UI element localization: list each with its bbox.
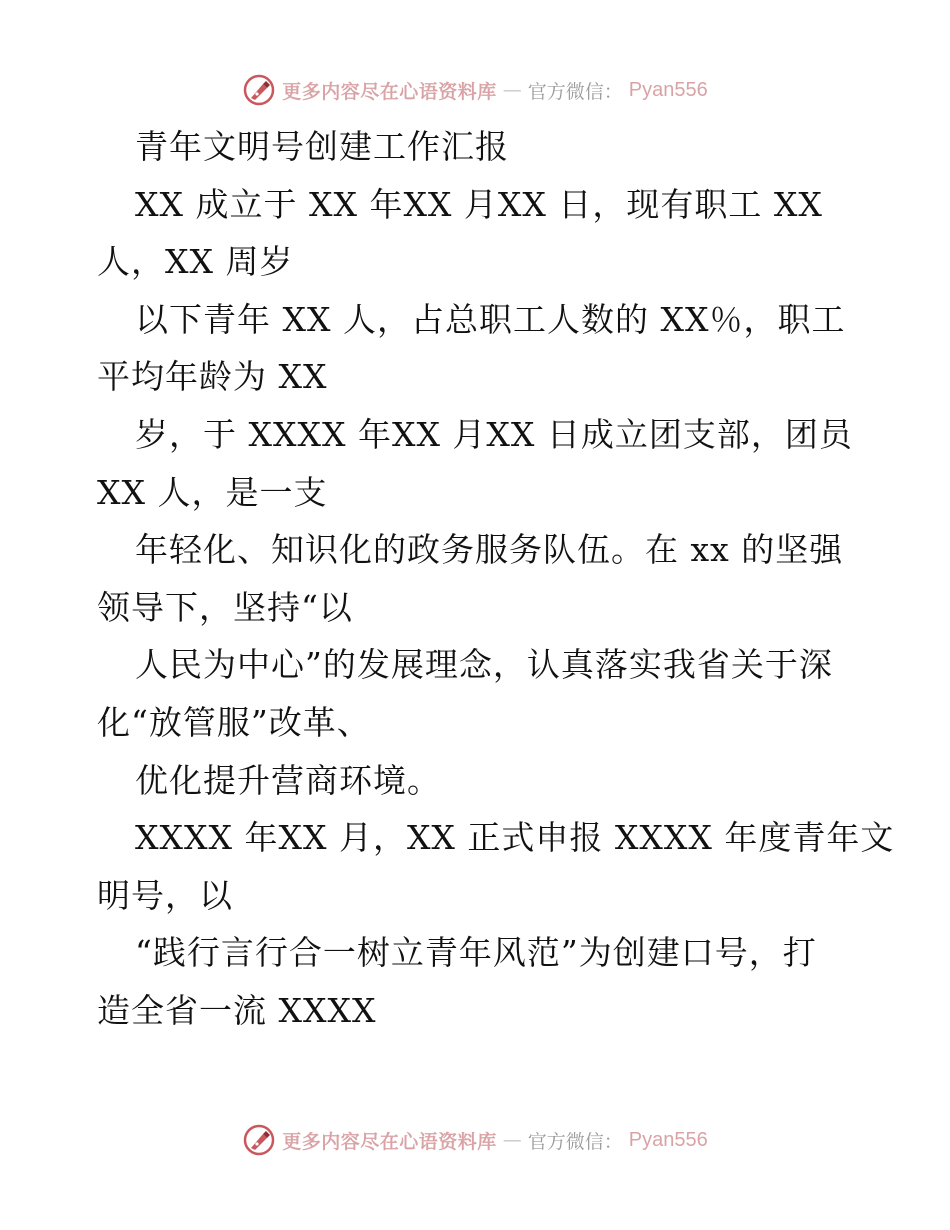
paragraph-line: XXXX 年XX 月，XX 正式申报 XXXX 年度青年文 — [135, 818, 895, 858]
footer-watermark — [0, 1120, 950, 1160]
paragraph-line: 以下青年 XX 人，占总职工人数的 XX％，职工 — [135, 299, 846, 339]
paragraph-line: 岁，于 XXXX 年XX 月XX 日成立团支部，团员 — [135, 414, 853, 454]
watermark-main-text: 更多内容尽在心语资料库 — [282, 1130, 497, 1153]
paragraph-line: 明号，以 — [97, 875, 233, 915]
watermark-label: 官方微信： — [527, 80, 623, 103]
watermark-label: 官方微信： — [527, 1130, 623, 1153]
document-body — [97, 118, 895, 1040]
paragraph-line: 人，XX 周岁 — [97, 242, 294, 282]
paragraph-line: XX 成立于 XX 年XX 月XX 日，现有职工 XX — [135, 184, 823, 224]
paragraph-line: 平均年龄为 XX — [97, 357, 328, 397]
pen-nib-logo-icon — [242, 1123, 276, 1157]
header-watermark — [0, 70, 950, 110]
document-title: 青年文明号创建工作汇报 — [135, 127, 509, 166]
paragraph-line: 人民为中心”的发展理念，认真落实我省关于深 — [135, 645, 833, 685]
paragraph-line: 领导下，坚持“以 — [97, 587, 353, 627]
watermark-dash: — — [502, 1129, 522, 1151]
paragraph-line: “践行言行合一树立青年风范”为创建口号，打 — [135, 933, 817, 973]
watermark-dash: — — [502, 79, 522, 101]
paragraph-line: 造全省一流 XXXX — [97, 990, 377, 1030]
watermark-main-text: 更多内容尽在心语资料库 — [282, 80, 497, 103]
pen-nib-logo-icon — [242, 73, 276, 107]
watermark-wechat-id: Pyan556 — [628, 1128, 708, 1151]
paragraph-line: XX 人，是一支 — [97, 472, 328, 512]
paragraph-line: 化“放管服”改革、 — [97, 702, 371, 742]
watermark-wechat-id: Pyan556 — [628, 78, 708, 101]
paragraph-line: 年轻化、知识化的政务服务队伍。在 xx 的坚强 — [135, 530, 844, 570]
paragraph-line: 优化提升营商环境。 — [135, 760, 441, 800]
